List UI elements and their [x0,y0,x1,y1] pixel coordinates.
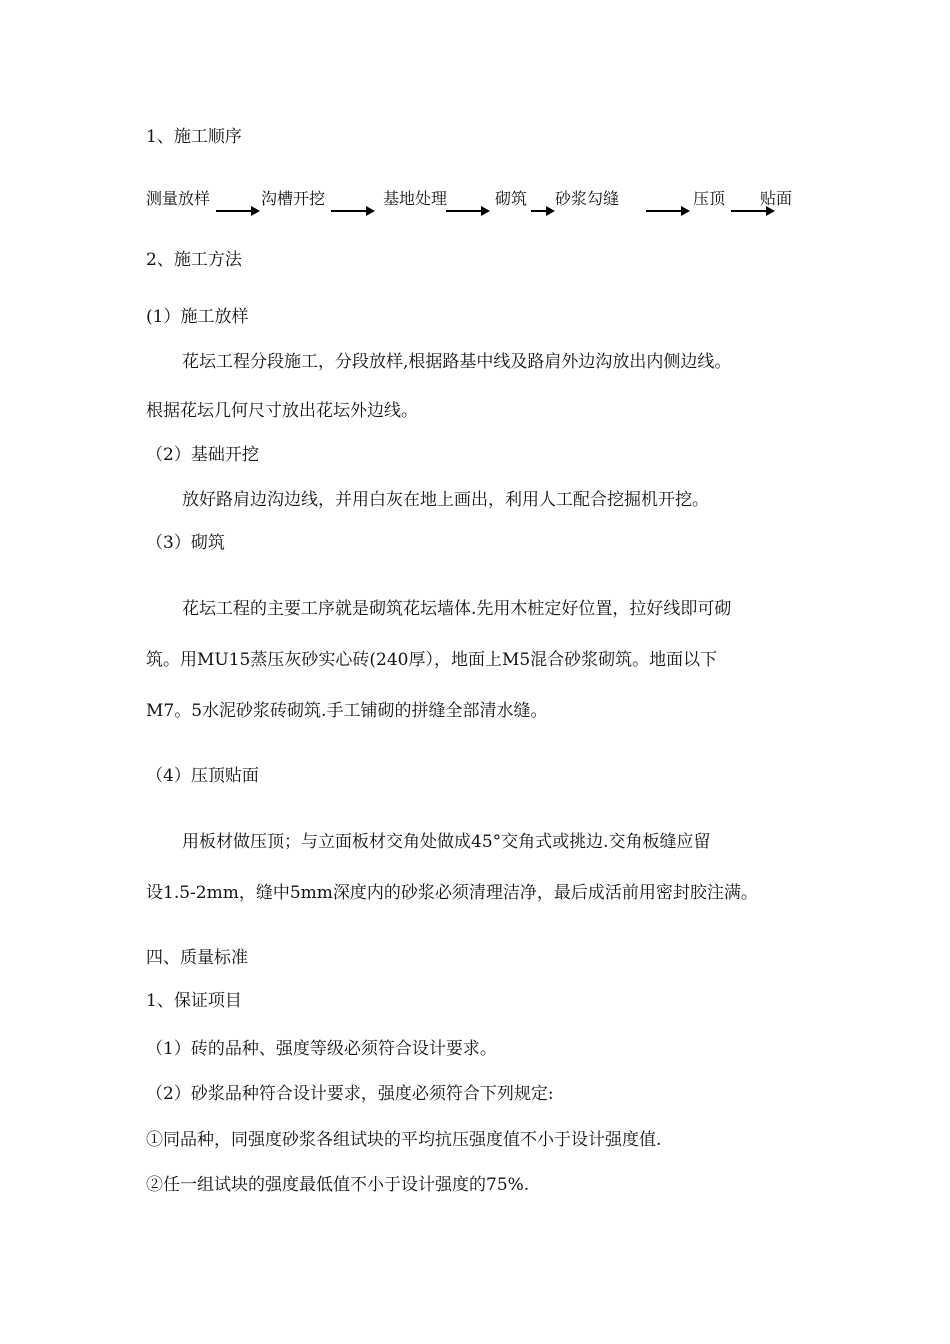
flow-step-masonry: 砌筑 [495,189,528,208]
guarantee-item2: （2）砂浆品种符合设计要求，强度必须符合下列规定: [146,1084,554,1104]
heading-quality-standard: 四、质量标准 [146,948,248,968]
section1-line2: 根据花坛几何尺寸放出花坛外边线。 [146,401,418,421]
section3-line3: M7。5水泥砂浆砖砌筑.手工铺砌的拼缝全部清水缝。 [146,701,548,721]
section1-line1: 花坛工程分段施工，分段放样,根据路基中线及路肩外边沟放出内侧边线。 [182,352,732,372]
flow-arrow-icon [531,205,555,217]
guarantee-item1: （1）砖的品种、强度等级必须符合设计要求。 [146,1039,497,1059]
flow-step-pointing: 砂浆勾缝 [555,189,620,208]
section1-title: (1）施工放样 [146,307,249,327]
section2-line1: 放好路肩边沟边线，并用白灰在地上画出，利用人工配合挖掘机开挖。 [182,490,709,510]
guarantee-rule2: ②任一组试块的强度最低值不小于设计强度的75%. [146,1175,530,1195]
section4-line2: 设1.5-2mm，缝中5mm深度内的砂浆必须清理洁净，最后成活前用密封胶注满。 [146,883,758,903]
section4-title: （4）压顶贴面 [146,766,259,786]
guarantee-rule1: ①同品种，同强度砂浆各组试块的平均抗压强度值不小于设计强度值. [146,1130,662,1150]
heading-guarantee-items: 1、保证项目 [146,991,242,1011]
section3-line1: 花坛工程的主要工序就是砌筑花坛墙体.先用木桩定好位置，拉好线即可砌 [182,599,732,619]
flow-step-survey: 测量放样 [146,189,211,208]
flow-step-foundation: 基地处理 [383,189,448,208]
heading-construction-order: 1、施工顺序 [146,127,242,147]
section3-line2: 筑。用MU15蒸压灰砂实心砖(240厚），地面上M5混合砂浆砌筑。地面以下 [146,650,718,670]
section4-line1: 用板材做压顶；与立面板材交角处做成45°交角式或挑边.交角板缝应留 [182,832,711,852]
flow-arrow-icon [446,205,490,217]
section3-title: （3）砌筑 [146,533,225,553]
section2-title: （2）基础开挖 [146,445,259,465]
flow-step-coping: 压顶 [693,189,726,208]
flow-arrow-icon [331,205,375,217]
flow-step-veneer: 贴面 [760,189,793,208]
flow-step-trench: 沟槽开挖 [261,189,326,208]
heading-construction-method: 2、施工方法 [146,250,242,270]
flow-arrow-icon [646,205,690,217]
flow-arrow-icon [216,205,260,217]
